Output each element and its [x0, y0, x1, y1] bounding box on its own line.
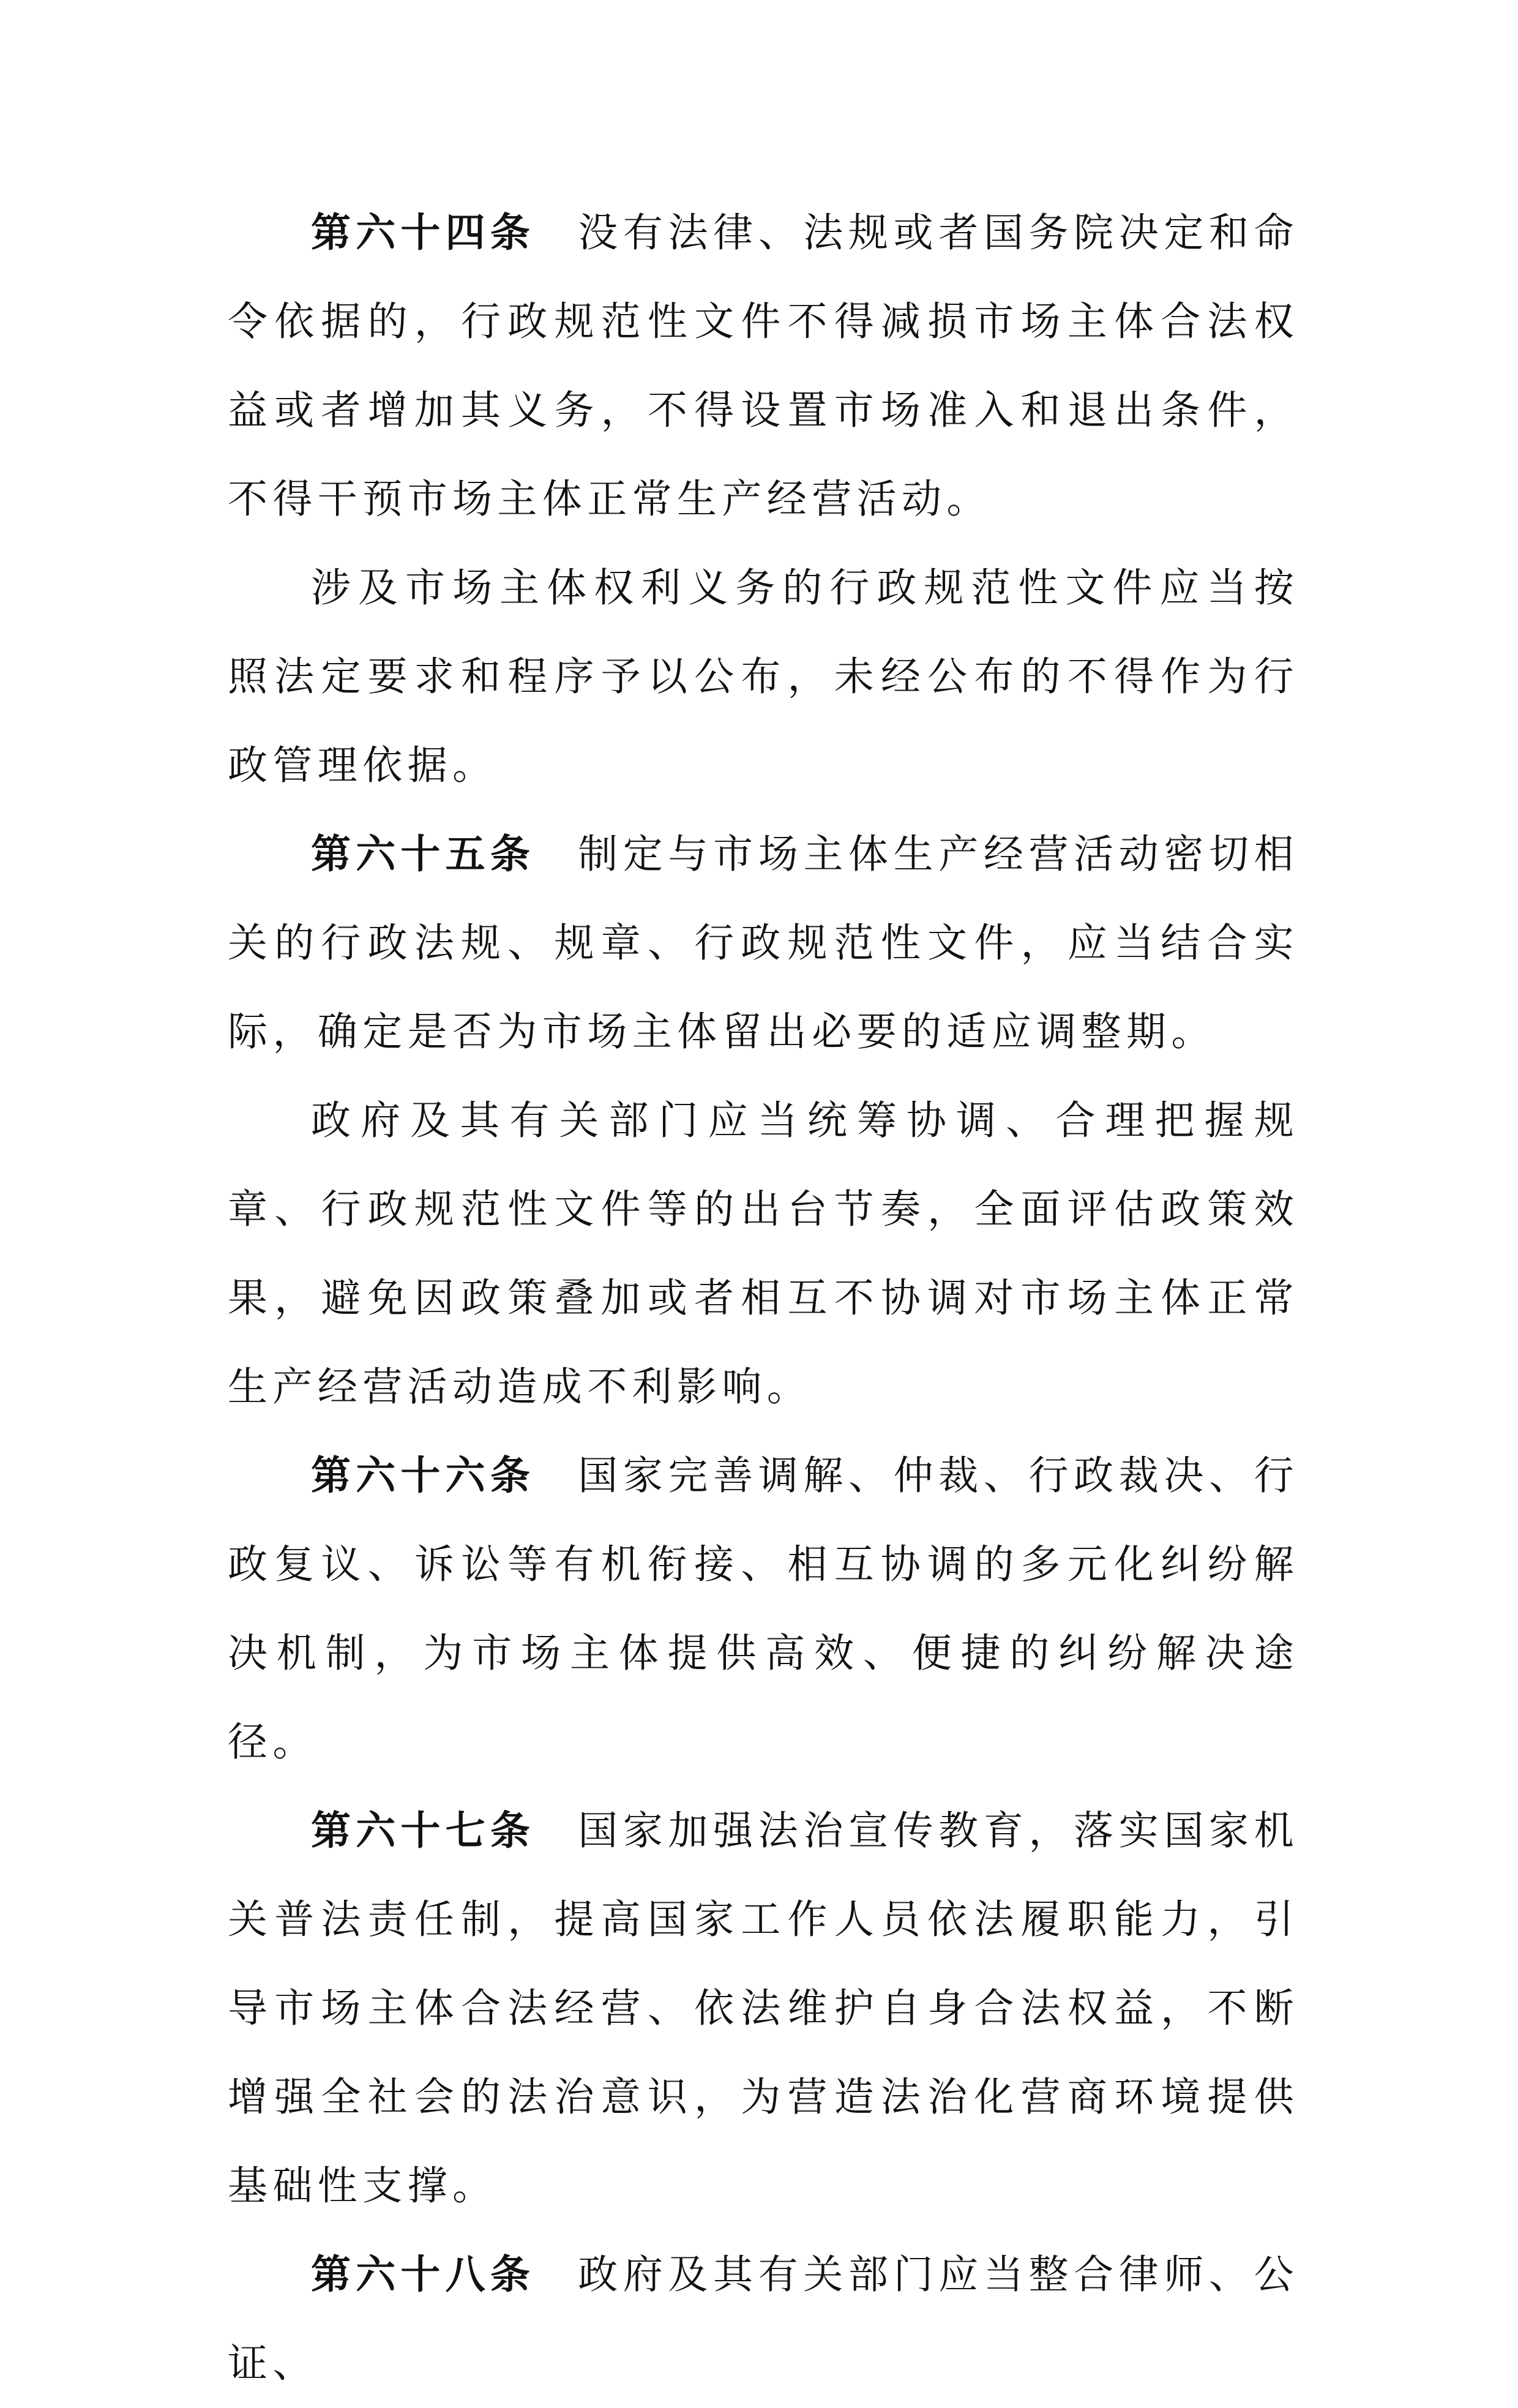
- article-heading: 第六十四条: [311, 210, 536, 256]
- article-heading: 第六十五条: [311, 831, 536, 877]
- paragraph-article-67: [228, 1787, 1299, 2230]
- paragraph-text: 国家完善调解、仲裁、行政裁决、行政复议、诉讼等有机衔接、相互协调的多元化纠纷解决机制，为市场主体提供高效、便捷的纠纷解决途径。: [228, 1453, 1299, 1765]
- paragraph-text: 涉及市场主体权利义务的行政规范性文件应当按照法定要求和程序予以公布，未经公布的不得作为行政管理依据。: [228, 565, 1299, 789]
- document-body: [228, 189, 1299, 2408]
- paragraph-article-64-clause-2: [228, 544, 1299, 810]
- paragraph-text: 政府及其有关部门应当整合律师、公证、: [228, 2252, 1299, 2387]
- article-heading: 第六十六条: [311, 1453, 536, 1499]
- article-heading: 第六十八条: [311, 2252, 536, 2298]
- paragraph-text: 政府及其有关部门应当统筹协调、合理把握规章、行政规范性文件等的出台节奏，全面评估政策效果，避免因政策叠加或者相互不协调对市场主体正常生产经营活动造成不利影响。: [228, 1098, 1299, 1410]
- paragraph-article-68: [228, 2230, 1299, 2408]
- paragraph-text: 没有法律、法规或者国务院决定和命令依据的，行政规范性文件不得减损市场主体合法权益或者增加其义务，不得设置市场准入和退出条件，不得干预市场主体正常生产经营活动。: [228, 210, 1299, 522]
- article-heading: 第六十七条: [311, 1808, 536, 1854]
- paragraph-article-66: [228, 1431, 1299, 1787]
- paragraph-text: 制定与市场主体生产经营活动密切相关的行政法规、规章、行政规范性文件，应当结合实际，确定是否为市场主体留出必要的适应调整期。: [228, 831, 1299, 1055]
- paragraph-text: 国家加强法治宣传教育，落实国家机关普法责任制，提高国家工作人员依法履职能力，引导市场主体合法经营、依法维护自身合法权益，不断增强全社会的法治意识，为营造法治化营商环境提供基础性支撑。: [228, 1808, 1299, 2209]
- paragraph-article-64: [228, 189, 1299, 544]
- paragraph-article-65: [228, 810, 1299, 1076]
- paragraph-article-65-clause-2: [228, 1076, 1299, 1431]
